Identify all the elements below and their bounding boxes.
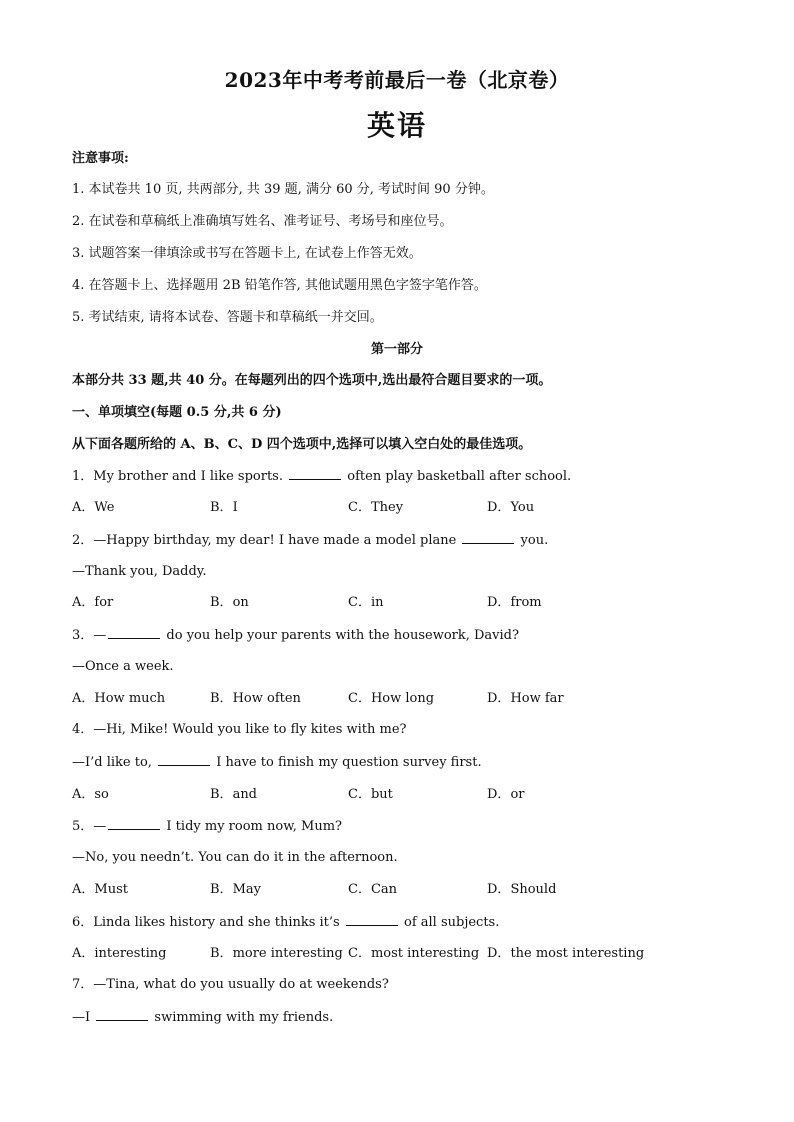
answer-blank: [108, 626, 160, 639]
option-a[interactable]: A．interesting: [72, 946, 167, 961]
note-item: 5. 考试结束, 请将本试卷、答题卡和草稿纸一并交回。: [72, 310, 383, 325]
answer-blank: [96, 1008, 148, 1021]
option-b[interactable]: B．on: [210, 595, 249, 610]
option-d[interactable]: D．from: [487, 595, 542, 610]
option-d[interactable]: D．Should: [487, 882, 557, 897]
option-d[interactable]: D．or: [487, 787, 525, 802]
question-text: 1．My brother and I like sports.: [72, 469, 288, 484]
option-c[interactable]: C．Can: [348, 882, 398, 897]
exam-title: 2023年中考考前最后一卷（北京卷）: [224, 68, 570, 92]
question-2: [72, 531, 548, 550]
option-c[interactable]: C．in: [348, 595, 384, 610]
part-instruction: 本部分共 33 题,共 40 分。在每题列出的四个选项中,选出最符合题目要求的一项。: [72, 373, 552, 388]
option-a[interactable]: A．for: [72, 595, 114, 610]
notes-heading: 注意事项:: [72, 151, 129, 166]
question-text: you.: [516, 533, 549, 548]
question-4-reply: [72, 753, 482, 772]
part-title: 第一部分: [370, 342, 423, 357]
answer-blank: [158, 753, 210, 766]
question-text: 6．Linda likes history and she thinks it’s: [72, 915, 344, 930]
option-b[interactable]: B．May: [210, 882, 261, 897]
question-4: 4．—Hi, Mike! Would you like to fly kites with me?: [72, 722, 407, 737]
note-item: 4. 在答题卡上、选择题用 2B 铅笔作答, 其他试题用黑色字签字笔作答。: [72, 278, 487, 293]
question-text: often play basketball after school.: [343, 469, 572, 484]
option-c[interactable]: C．most interesting: [348, 946, 480, 961]
option-b[interactable]: B．How often: [210, 691, 301, 706]
note-item: 1. 本试卷共 10 页, 共两部分, 共 39 题, 满分 60 分, 考试时间 90 分钟。: [72, 182, 494, 197]
question-7-reply: [72, 1008, 333, 1027]
question-3-reply: —Once a week.: [72, 659, 174, 674]
answer-blank: [108, 817, 160, 830]
option-d[interactable]: D．the most interesting: [487, 946, 645, 961]
question-text: of all subjects.: [399, 915, 500, 930]
question-text: 2．—Happy birthday, my dear! I have made a model plane: [72, 533, 461, 548]
answer-blank: [462, 531, 514, 544]
option-b[interactable]: B．I: [210, 500, 238, 515]
question-text: —I: [72, 1010, 95, 1025]
option-c[interactable]: C．They: [348, 500, 404, 515]
option-a[interactable]: A．so: [72, 787, 109, 802]
option-a[interactable]: A．We: [72, 500, 115, 515]
option-d[interactable]: D．How far: [487, 691, 564, 706]
question-2-reply: —Thank you, Daddy.: [72, 564, 207, 579]
answer-blank: [289, 467, 341, 480]
question-7: 7．—Tina, what do you usually do at weekends?: [72, 977, 389, 992]
option-c[interactable]: C．How long: [348, 691, 435, 706]
option-b[interactable]: B．more interesting: [210, 946, 343, 961]
note-item: 2. 在试卷和草稿纸上准确填写姓名、准考证号、考场号和座位号。: [72, 214, 453, 229]
question-text: swimming with my friends.: [150, 1010, 334, 1025]
option-b[interactable]: B．and: [210, 787, 258, 802]
question-text: —I’d like to,: [72, 755, 157, 770]
option-d[interactable]: D．You: [487, 500, 535, 515]
question-5-reply: —No, you needn’t. You can do it in the afternoon.: [72, 850, 398, 865]
section-title: 一、单项填空(每题 0.5 分,共 6 分): [72, 405, 282, 420]
question-text: I have to finish my question survey first.: [212, 755, 482, 770]
option-c[interactable]: C．but: [348, 787, 393, 802]
question-text: do you help your parents with the housework, David?: [162, 628, 519, 643]
question-text: 3．—: [72, 628, 107, 643]
question-text: I tidy my room now, Mum?: [162, 819, 343, 834]
note-item: 3. 试题答案一律填涂或书写在答题卡上, 在试卷上作答无效。: [72, 246, 422, 261]
exam-subject: 英语: [366, 109, 427, 142]
question-5: [72, 817, 342, 836]
option-a[interactable]: A．Must: [72, 882, 128, 897]
question-text: 5．—: [72, 819, 107, 834]
question-1: [72, 467, 571, 486]
answer-blank: [346, 913, 398, 926]
question-3: [72, 626, 519, 645]
option-a[interactable]: A．How much: [72, 691, 166, 706]
question-6: [72, 913, 499, 932]
section-instruction: 从下面各题所给的 A、B、C、D 四个选项中,选择可以填入空白处的最佳选项。: [72, 437, 532, 452]
